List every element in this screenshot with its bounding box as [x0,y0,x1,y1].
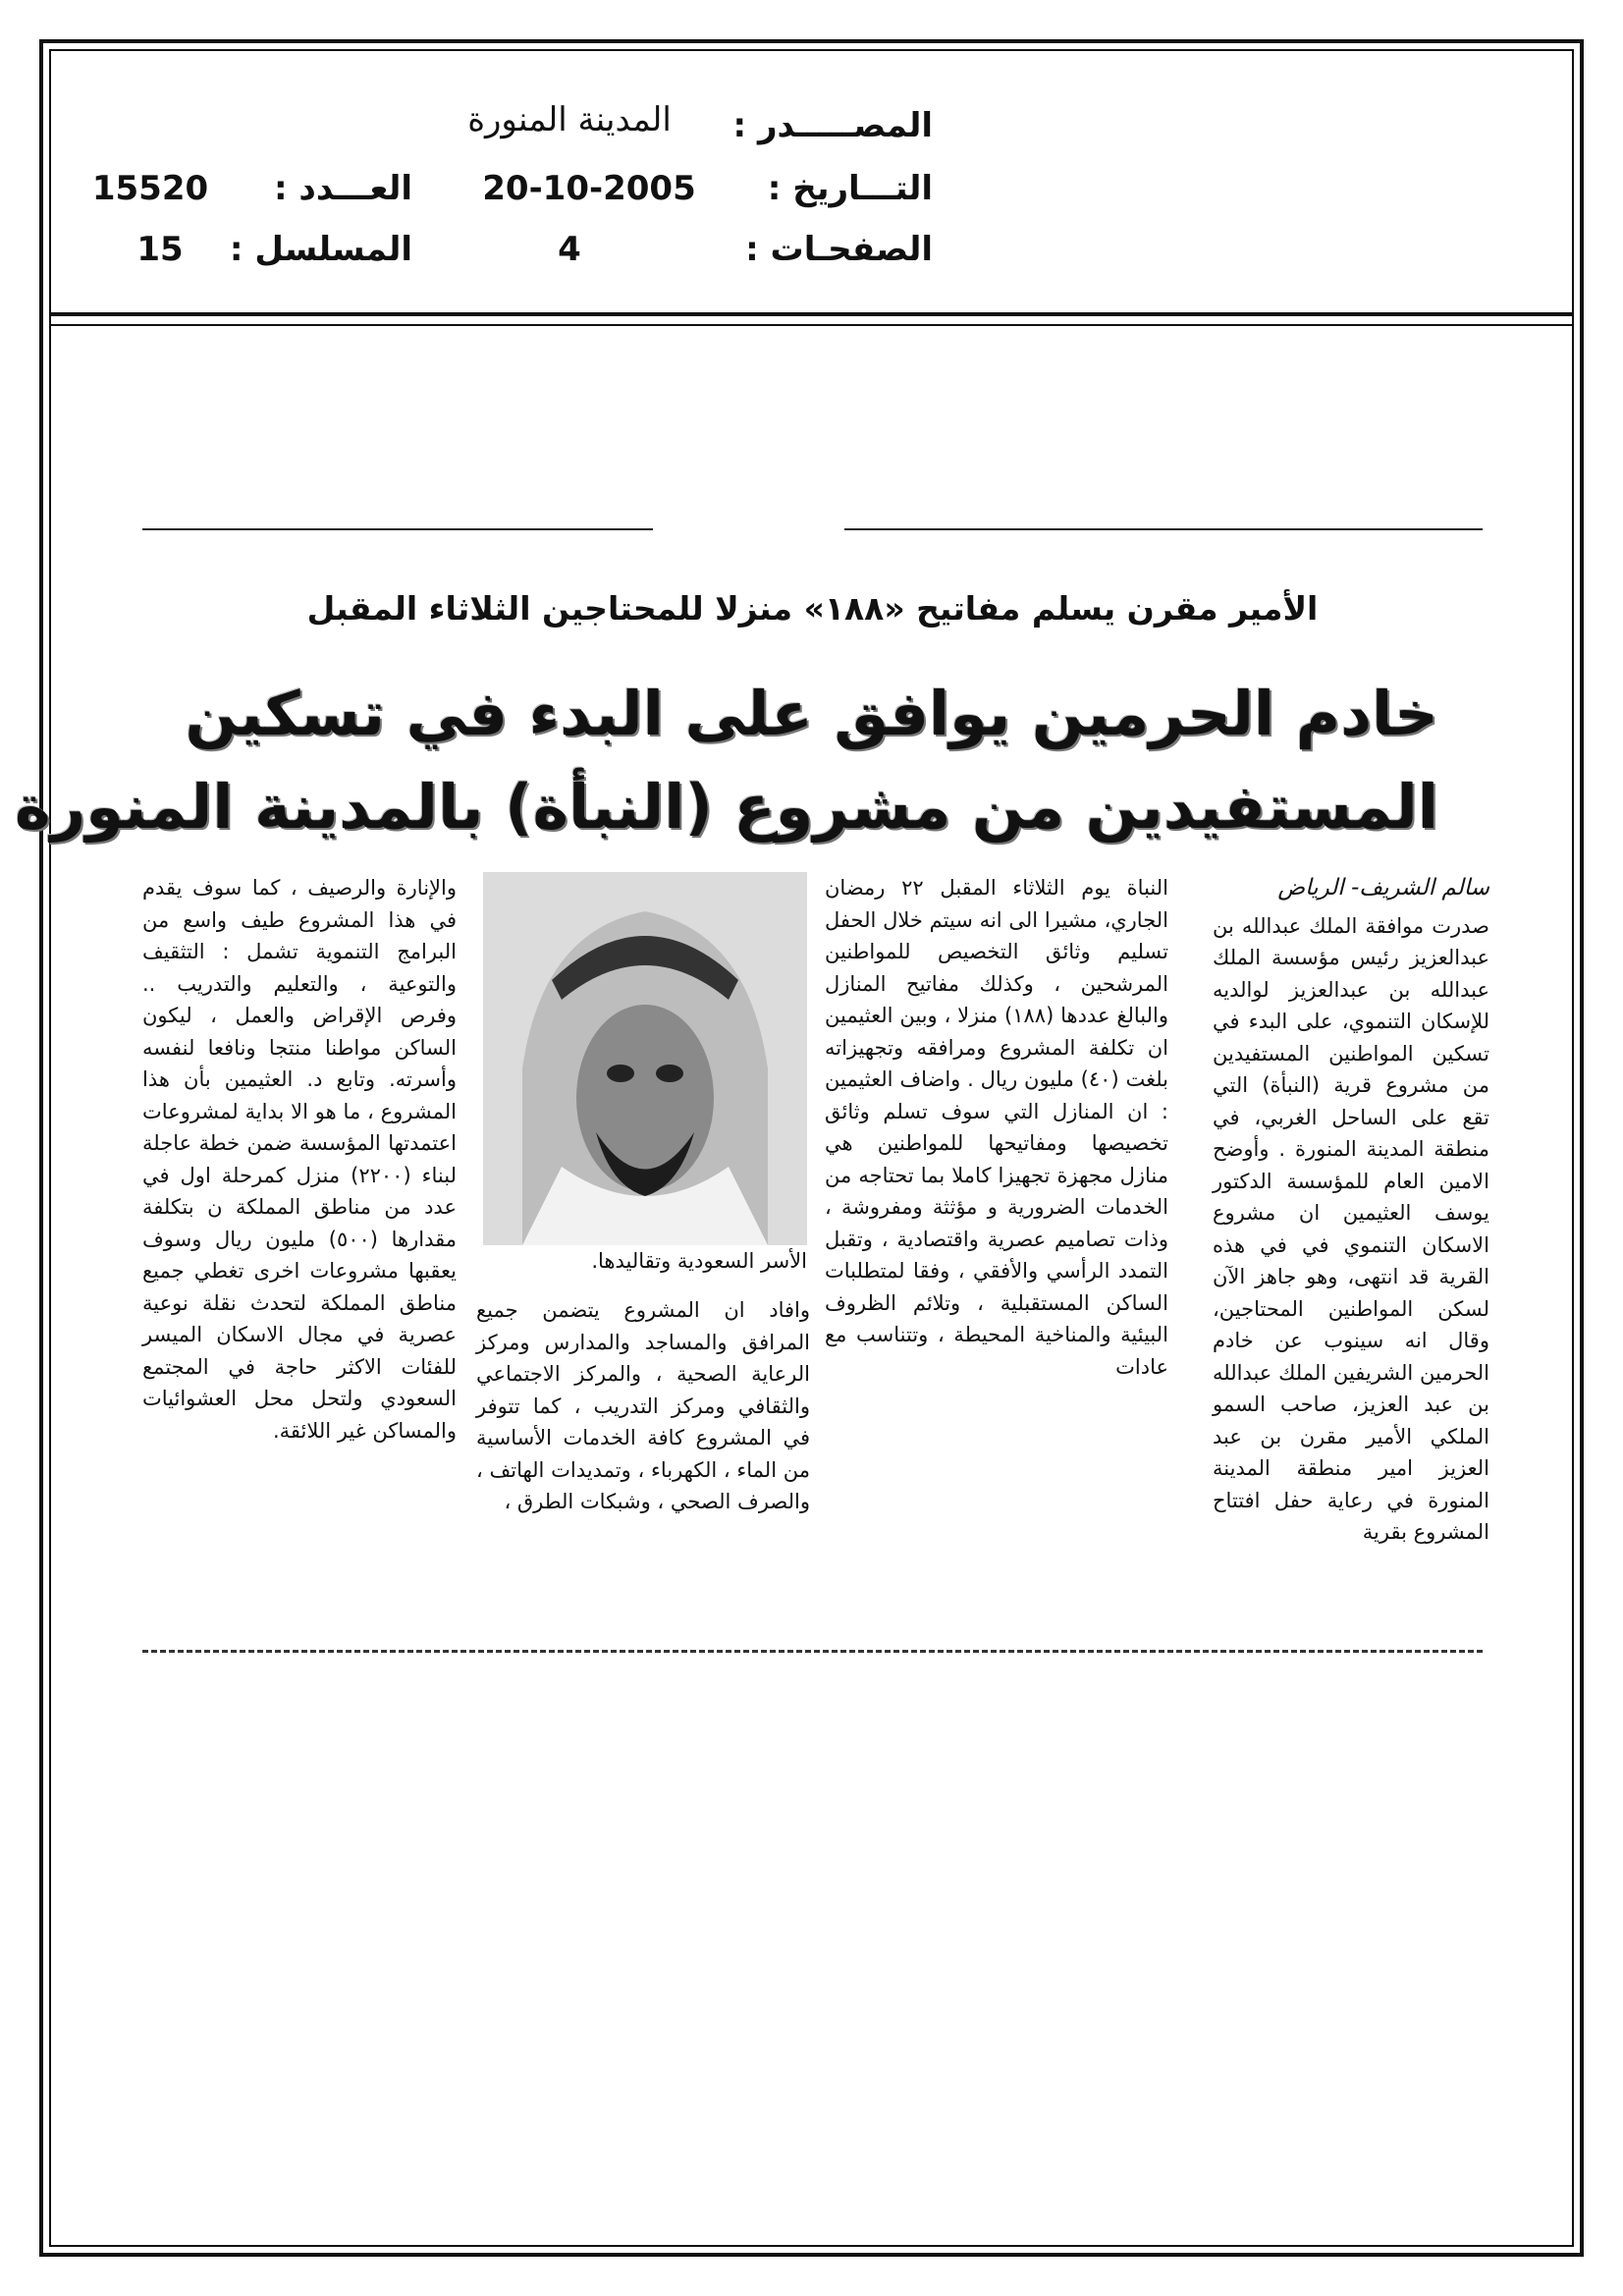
article-column-1-text: صدرت موافقة الملك عبدالله بن عبدالعزيز رئيس مؤسسة الملك عبدالله بن عبدالعزيز لوالديه للإسكان التنموي، على البدء في تسكين المواطنين المستفيدين من مشروع قرية (النبأة) التي تقع على الساحل الغربي، في منطقة المدينة المنورة . وأوضح الامين العام للمؤسسة الدكتور يوسف العثيمين ان مشروع الاسكان التنموي في في هذه القرية قد انتهى، وهو جاهز الآن لسكن المواطنين المحتاجين، وقال انه سينوب عن خادم الحرمين الشريفين الملك عبدالله بن عبد العزيز، صاحب السمو الملكي الأمير مقرن بن عبد العزيز امير منطقة المدينة المنورة في رعاية حفل افتتاح المشروع بقرية [1213,913,1489,1544]
article-column-1 [1213,872,1489,1549]
source-label: المصـــــدر : [732,106,933,145]
article-kicker: الأمير مقرن يسلم مفاتيح «١٨٨» منزلا للمحتاجين الثلاثاء المقبل [306,589,1319,628]
portrait-photo [483,872,807,1245]
article-headline-line1: خادم الحرمين يوافق على البدء في تسكين [185,678,1438,749]
article-column-3 [476,1294,810,1518]
header-divider [49,312,1574,316]
issue-value: 15520 [91,169,209,208]
pages-label: الصفحـات : [745,230,933,269]
article-headline-line2: المستفيدين من مشروع (النبأة) بالمدينة المنورة [14,771,1438,843]
serial-label: المسلسل : [229,230,412,269]
article-byline: سالم الشريف- الرياض [1277,875,1489,901]
article-column-2 [825,872,1168,1383]
photo-caption: الأسر السعودية وتقاليدها. [591,1249,807,1273]
issue-label: العـــدد : [274,169,412,208]
article-column-4 [142,872,457,1447]
article-column-2-text: النباة يوم الثلاثاء المقبل ٢٢ رمضان الجاري، مشيرا الى انه سيتم خلال الحفل تسليم وثائق التخصيص للمواطنين المرشحين ، وكذلك مفاتيح المنازل والبالغ عددها (١٨٨) منزلا ، وبين العثيمين ان تكلفة المشروع ومرافقه وتجهيزاته بلغت (٤٠) مليون ريال . واضاف العثيمين : ان المنازل التي سوف تسلم وثائق تخصيصها ومفاتيحها للمواطنين هي منازل مجهزة تجهيزا كاملا بما تحتاجه من الخدمات الضرورية و مؤثثة ومفروشة ، وذات تصاميم عصرية واقتصادية ، وتقبل التمدد الرأسي والأفقي ، وفقا لمتطلبات الساكن المستقبلية ، وتلائم الظروف البيئية والمناخية المحيطة ، وتتناسب مع عادات [825,876,1169,1379]
header-divider-inner [49,324,1574,326]
source-value: المدينة المنورة [467,100,672,139]
serial-value: 15 [136,230,184,269]
clip-bottom-rule [142,1650,1483,1653]
article-column-4-text: والإنارة والرصيف ، كما سوف يقدم في هذا المشروع طيف واسع من البرامج التنموية تشمل : التثقيف والتوعية ، والتعليم والتدريب .. وفرص الإقراض والعمل ، ليكون الساكن مواطنا منتجا ونافعا لنفسه وأسرته. وتابع د. العثيمين بأن هذا المشروع ، ما هو الا بداية لمشروعات اعتمدتها المؤسسة ضمن خطة عاجلة لبناء (٢٢٠٠) منزل كمرحلة اول في عدد من مناطق المملكة ن بتكلفة مقدارها (٥٠٠) مليون ريال وسوف يعقبها مشروعات اخرى تغطي جميع مناطق المملكة لتحدث نقلة نوعية عصرية في مجال الاسكان الميسر للفئات الاكثر حاجة في المجتمع السعودي ولتحل محل العشوائيات والمساكن غير اللائقة. [142,876,457,1443]
article-column-3-text: وافاد ان المشروع يتضمن جميع المرافق والمساجد والمدارس ومركز الرعاية الصحية ، والمركز الاجتماعي والثقافي ومركز التدريب ، كما تتوفر في المشروع كافة الخدمات الأساسية من الماء ، الكهرباء ، وتمديدات الهاتف ، والصرف الصحي ، وشبكات الطرق ، [476,1298,810,1513]
portrait-illustration [483,872,807,1245]
clip-top-rule-right [844,528,1483,530]
date-value: 20-10-2005 [482,169,696,208]
date-label: التـــاريخ : [767,169,933,208]
pages-value: 4 [558,230,581,269]
clip-top-rule-left [142,528,653,530]
